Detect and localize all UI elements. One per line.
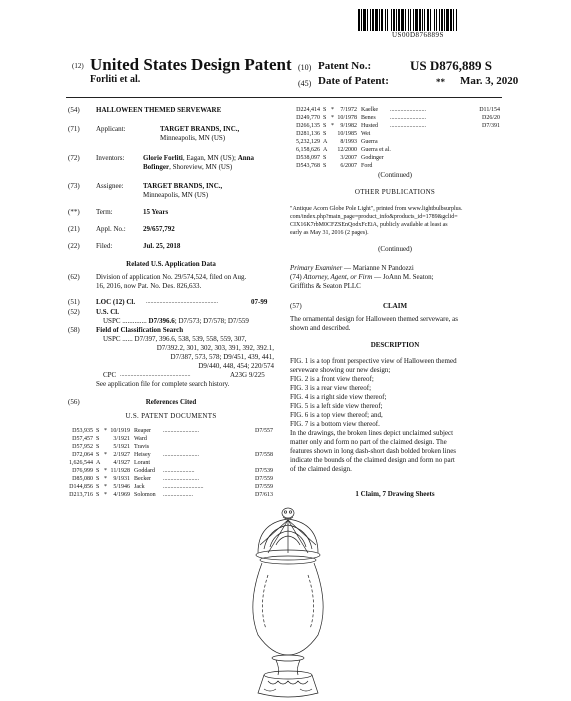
barcode-bar [456, 9, 457, 31]
ref-kind: S [323, 163, 327, 169]
ref-name: Reaper [134, 428, 151, 434]
bowl-highlight [262, 575, 268, 629]
ref-dots: ..................... [163, 468, 195, 474]
ref-date: 5/1946 [113, 484, 130, 490]
patent-no-label: Patent No.: [318, 60, 372, 72]
ref-kind: S [96, 428, 100, 434]
ref-date: 3/2007 [340, 155, 357, 161]
ref-kind: A [323, 139, 328, 145]
applicant-name: TARGET BRANDS, INC., [160, 125, 240, 133]
claim-line-2: shown and described. [290, 324, 351, 332]
loc-code: (51) [68, 298, 80, 306]
patent-date: Mar. 3, 2020 [460, 75, 519, 87]
reference-row [290, 146, 500, 154]
description-line: indicate the bounds of the claimed design and form no part [290, 456, 455, 464]
applicant-code: (71) [68, 125, 80, 133]
ref-number: D543,768 [296, 163, 320, 169]
ref-date: 2/1927 [113, 452, 130, 458]
description-line: FIG. 1 is a top front perspective view of Halloween themed [290, 357, 457, 365]
ref-kind: S [96, 484, 100, 490]
lid-knob [282, 508, 294, 518]
ref-date: 7/1972 [340, 107, 357, 113]
claims-sheets: 1 Claim, 7 Drawing Sheets [355, 490, 435, 498]
ref-kind: S [96, 452, 100, 458]
reference-row [290, 154, 500, 162]
description-title: DESCRIPTION [370, 341, 420, 349]
assignee-name: TARGET BRANDS, INC., [143, 182, 223, 190]
ref-kind: A [323, 147, 328, 153]
uscl-other-classes: ; D7/573; D7/578; D7/559 [174, 317, 249, 325]
ref-date: 6/2007 [340, 163, 357, 169]
ref-date: 10/1985 [337, 131, 357, 137]
attorney-code: (74) [290, 273, 302, 281]
ref-name: Wei [361, 131, 371, 137]
ref-name: Godinger [361, 155, 384, 161]
uscl-main-class: D7/396.6 [148, 317, 175, 325]
examiner-line [290, 264, 414, 273]
cpc-dots: ............................................... [120, 372, 191, 378]
inventor-2-last: Bofinger [143, 163, 170, 171]
ref-kind: S [96, 444, 100, 450]
attorney-firm: Griffiths & Seaton PLLC [290, 282, 361, 290]
reference-row [63, 467, 273, 475]
ref-number: D538,097 [296, 155, 320, 161]
ref-kind: S [96, 492, 100, 498]
code-45: (45) [298, 79, 312, 88]
reference-row [290, 114, 500, 122]
ref-class: D7/391 [482, 123, 500, 129]
field-line-4: D9/440, 448, 454; 220/574 [198, 362, 274, 370]
reference-row [63, 427, 273, 435]
description-line: of the claimed design. [290, 465, 352, 473]
field-code: (58) [68, 326, 80, 334]
attorney-line [290, 273, 434, 282]
term-label: Term: [96, 208, 113, 216]
ref-name: Guerra [361, 139, 378, 145]
ref-dots: .................... [163, 492, 193, 498]
ref-date: 5/1921 [113, 444, 130, 450]
ref-class: D11/154 [479, 107, 500, 113]
ref-number: 6,158,626 [296, 147, 320, 153]
related-data-title: Related U.S. Application Data [126, 260, 216, 268]
ref-name: Ford [361, 163, 373, 169]
ref-date: 9/1931 [113, 476, 130, 482]
applicant-label: Applicant: [96, 125, 126, 133]
ref-date: 8/1993 [340, 139, 357, 145]
ref-number: D57,457 [72, 436, 93, 442]
reference-row [290, 106, 500, 114]
other-pub-line-3: CIX16K7rbM0CFZSEnQodxFcEiA, publicly available at least as [290, 222, 448, 228]
ref-class: D7/613 [255, 492, 273, 498]
reference-row [290, 162, 500, 170]
inventors-line-2 [143, 163, 232, 172]
base-ornament-1 [268, 681, 308, 684]
ref-dots: ........................ [163, 452, 199, 458]
ref-kind: S [323, 107, 327, 113]
ref-name: Guerra et al. [361, 147, 391, 153]
assignee-code: (73) [68, 182, 80, 190]
inventor-1-place: , Eagan, MN (US); [182, 154, 238, 162]
ref-kind: S [323, 155, 327, 161]
ref-name: Travis [134, 444, 150, 450]
other-pub-line-2: com/index.php?main_page=product_info&products_id=1789&gclid= [290, 214, 458, 220]
cpc-value: A23G 9/225 [230, 371, 265, 379]
appl-label: Appl. No.: [96, 225, 126, 233]
barcode-text: US00D876889S [392, 31, 444, 39]
uscl-code: (52) [68, 308, 80, 316]
ref-star: * [331, 115, 334, 121]
ref-number: D249,770 [296, 115, 320, 121]
ref-star: * [104, 452, 107, 458]
date-label: Date of Patent: [318, 75, 389, 87]
inventors-label: Inventors: [96, 154, 125, 162]
field-line-3: D7/387, 573, 578; D9/451, 439, 441, [170, 353, 274, 361]
inventor-short: Forliti et al. [90, 74, 141, 85]
assignee-place: Minneapolis, MN (US) [143, 191, 209, 199]
reference-row [63, 459, 273, 467]
patent-number: US D876,889 S [410, 58, 492, 73]
reference-row [63, 443, 273, 451]
ref-name: Heisey [134, 452, 151, 458]
ref-number: 5,232,129 [296, 139, 320, 145]
attorney-label: Attorney, Agent, or Firm [303, 273, 373, 281]
ref-kind: S [96, 436, 100, 442]
appl-value: 29/657,792 [143, 225, 175, 233]
refs-subtitle: U.S. PATENT DOCUMENTS [125, 412, 217, 420]
ref-name: Husted [361, 123, 378, 129]
continued-1: (Continued) [378, 171, 412, 179]
ref-star: * [104, 492, 107, 498]
division-line-1: Division of application No. 29/574,524, filed on Aug. [96, 273, 247, 281]
loc-value: 07-99 [251, 298, 268, 306]
reference-row [290, 130, 500, 138]
ref-dots: ........................... [163, 484, 204, 490]
applicant-place: Minneapolis, MN (US) [160, 134, 226, 142]
ref-class: D7/559 [255, 476, 273, 482]
barcode [358, 9, 500, 31]
cpc-label: CPC [103, 371, 117, 379]
ref-date: 10/1978 [337, 115, 357, 121]
division-code: (62) [68, 273, 80, 281]
ref-number: D76,999 [72, 468, 93, 474]
knob-eye-right [289, 511, 291, 513]
date-stars: ** [436, 77, 445, 87]
ref-number: D213,716 [69, 492, 93, 498]
ref-name: Goddard [134, 468, 155, 474]
ref-name: Solomon [134, 492, 156, 498]
ref-star: * [104, 484, 107, 490]
base-ornament-2 [264, 689, 312, 691]
ref-name: Ward [134, 436, 147, 442]
ref-date: 3/1921 [113, 436, 130, 442]
description-line: FIG. 7 is a bottom view thereof. [290, 420, 380, 428]
ref-dots: ........................ [163, 476, 199, 482]
description-line: FIG. 5 is a left side view thereof; [290, 402, 383, 410]
description-line: In the drawings, the broken lines depict unclaimed subject [290, 429, 454, 437]
inventor-2-place: , Shoreview, MN (US) [169, 163, 233, 171]
other-pub-line-4: early as May 31, 2016 (2 pages). [290, 230, 369, 236]
ref-kind: S [96, 476, 100, 482]
stem [276, 660, 300, 675]
claim-title: CLAIM [382, 302, 408, 310]
uscl-dots: .............. [122, 317, 147, 325]
base-body [258, 675, 318, 697]
other-pub-line-1: "Antique Acorn Globe Pole Light", printed from www.lightbulbsurplus. [290, 206, 463, 212]
reference-row [290, 138, 500, 146]
ref-kind: A [96, 460, 101, 466]
appl-code: (21) [68, 225, 80, 233]
reference-row [63, 491, 273, 499]
description-line: FIG. 6 is a top view thereof; and, [290, 411, 383, 419]
ref-star: * [104, 476, 107, 482]
description-line: matter only and form no part of the claimed design. The [290, 438, 447, 446]
ref-star: * [331, 123, 334, 129]
ref-dots: ........................ [163, 428, 199, 434]
header-rule [66, 97, 502, 98]
ref-star: * [104, 468, 107, 474]
filed-value: Jul. 25, 2018 [143, 242, 181, 250]
ref-number: D53,935 [72, 428, 93, 434]
reference-row [63, 451, 273, 459]
loc-label: LOC (12) Cl. [96, 298, 136, 306]
claim-line-1: The ornamental design for Halloween themed serveware, as [290, 315, 458, 323]
ref-number: D72,064 [72, 452, 93, 458]
ref-star: * [104, 428, 107, 434]
description-line: serveware showing our new design; [290, 366, 391, 374]
ref-dots: ........................ [390, 123, 426, 129]
ref-number: D266,135 [296, 123, 320, 129]
description-line: features shown in long dash-short dash bolded broken lines [290, 447, 457, 455]
ref-dots: ........................ [390, 115, 426, 121]
search-history-note: See application file for complete search history. [96, 380, 230, 388]
field-line-2: D7/392.2, 301, 302, 303, 391, 392, 392.1, [156, 344, 274, 352]
ref-dots: ........................ [390, 107, 426, 113]
bowl-highlight-2 [308, 575, 314, 629]
uscl-label: U.S. Cl. [96, 308, 119, 316]
term-value: 15 Years [143, 208, 169, 216]
attorney-name: — JoAnn M. Seaton; [372, 273, 434, 281]
ref-date: 10/1919 [110, 428, 130, 434]
ref-name: Jack [134, 484, 145, 490]
inventor-2-first: Anna [237, 154, 255, 162]
ref-date: 9/1982 [340, 123, 357, 129]
field-line-1: USPC ...... D7/397, 396.6, 538, 539, 558, 559, 307, [103, 335, 247, 343]
design-drawing [228, 505, 348, 701]
other-publications-title: OTHER PUBLICATIONS [354, 188, 436, 196]
filed-code: (22) [68, 242, 80, 250]
ref-name: Lorant [134, 460, 150, 466]
ref-kind: S [96, 468, 100, 474]
ref-class: D26/20 [482, 115, 500, 121]
description-line: FIG. 2 is a front view thereof; [290, 375, 374, 383]
examiner-label: Primary Examiner [290, 264, 343, 272]
code-12: (12) [72, 62, 84, 70]
reference-row [290, 122, 500, 130]
refs-code: (56) [68, 398, 80, 406]
inventors-line-1 [143, 154, 254, 163]
ref-number: 1,626,544 [69, 460, 93, 466]
title-code: (54) [68, 106, 80, 114]
ref-name: Becker [134, 476, 151, 482]
assignee-label: Assignee: [96, 182, 124, 190]
inventors-code: (72) [68, 154, 80, 162]
ref-kind: S [323, 123, 327, 129]
web-spoke-4 [260, 520, 288, 545]
ref-class: D7/558 [255, 452, 273, 458]
base-top [264, 671, 312, 679]
ref-class: D7/559 [255, 484, 273, 490]
knob-eye-left [284, 511, 286, 513]
examiner-name: — Marianne N Pandozzi [342, 264, 414, 272]
ref-name: Benes [361, 115, 376, 121]
web-spoke-5 [288, 520, 316, 545]
ref-class: D7/557 [255, 428, 273, 434]
division-line-2: 16, 2016, now Pat. No. Des. 826,633. [96, 282, 202, 290]
ref-kind: S [323, 131, 327, 137]
ref-number: D281,136 [296, 131, 320, 137]
ref-star: * [331, 107, 334, 113]
glass-bowl [253, 563, 323, 655]
reference-row [63, 483, 273, 491]
ref-number: D144,856 [69, 484, 93, 490]
claim-code: (57) [290, 302, 302, 310]
field-label: Field of Classification Search [96, 326, 184, 334]
code-10: (10) [298, 63, 312, 72]
stem-collar [272, 655, 304, 661]
term-code: (**) [68, 208, 80, 216]
inventor-1-name: Glorie Forliti [143, 154, 183, 162]
ref-name: Kaelke [361, 107, 378, 113]
reference-row [63, 475, 273, 483]
ref-date: 4/1969 [113, 492, 130, 498]
uscl-uspc: USPC [103, 317, 121, 325]
description-line: FIG. 4 is a right side view thereof; [290, 393, 387, 401]
ref-kind: S [323, 115, 327, 121]
uscl-line [103, 317, 249, 326]
ref-date: 11/1928 [110, 468, 130, 474]
loc-dots: ................................................ [146, 299, 218, 305]
description-line: FIG. 3 is a rear view thereof; [290, 384, 372, 392]
filed-label: Filed: [96, 242, 113, 250]
continued-2: (Continued) [378, 245, 412, 253]
refs-title: References Cited [145, 398, 197, 406]
design-title: HALLOWEEN THEMED SERVEWARE [96, 106, 222, 114]
ref-number: D224,414 [296, 107, 320, 113]
ref-date: 12/2000 [337, 147, 357, 153]
ref-number: D57,952 [72, 444, 93, 450]
ref-class: D7/539 [255, 468, 273, 474]
patent-type-title: United States Design Patent [90, 55, 292, 74]
ref-date: 4/1927 [113, 460, 130, 466]
reference-row [63, 435, 273, 443]
ref-number: D85,080 [72, 476, 93, 482]
